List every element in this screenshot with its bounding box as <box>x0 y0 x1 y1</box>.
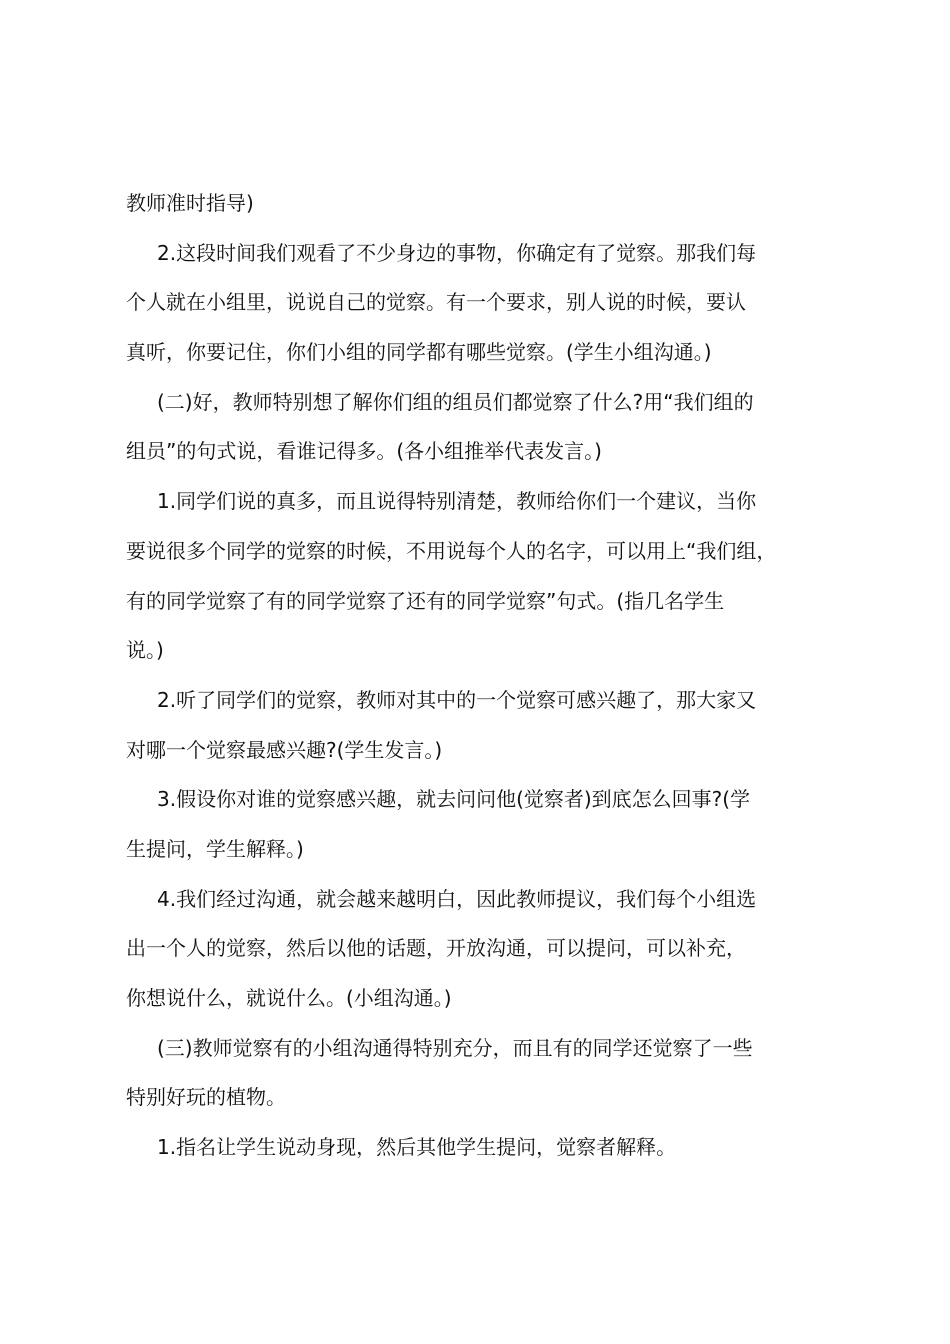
text-line: 组员”的句式说，看谁记得多。(各小组推举代表发言。) <box>126 439 602 464</box>
text-line: 有的同学觉察了有的同学觉察了还有的同学觉察”句式。(指几名学生 <box>126 588 725 613</box>
text-line: 真听，你要记住，你们小组的同学都有哪些觉察。(学生小组沟通。) <box>126 340 712 365</box>
text-line: 特别好玩的植物。 <box>126 1085 286 1110</box>
text-line: 出一个人的觉察，然后以他的话题，开放沟通，可以提问，可以补充， <box>126 936 746 961</box>
text-line: 4.我们经过沟通，就会越来越明白，因此教师提议，我们每个小组选 <box>157 886 757 911</box>
document-body <box>126 179 836 1173</box>
text-line: 说。) <box>126 638 164 663</box>
text-line: 对哪一个觉察最感兴趣?(学生发言。) <box>126 737 443 762</box>
text-line: 3.假设你对谁的觉察感兴趣，就去问问他(觉察者)到底怎么回事?(学 <box>157 787 751 812</box>
text-line: (三)教师觉察有的小组沟通得特别充分，而且有的同学还觉察了一些 <box>157 1035 753 1060</box>
text-line: 1.指名让学生说动身现，然后其他学生提问，觉察者解释。 <box>157 1135 677 1160</box>
text-line: 2.这段时间我们观看了不少身边的事物，你确定有了觉察。那我们每 <box>157 240 757 265</box>
text-line: (二)好，教师特别想了解你们组的组员们都觉察了什么?用“我们组的 <box>157 389 754 414</box>
text-line: 要说很多个同学的觉察的时候，不用说每个人的名字，可以用上“我们组， <box>126 538 777 563</box>
text-line: 2.听了同学们的觉察，教师对其中的一个觉察可感兴趣了，那大家又 <box>157 687 757 712</box>
text-line: 生提问，学生解释。) <box>126 836 304 861</box>
text-line: 个人就在小组里，说说自己的觉察。有一个要求，别人说的时候，要认 <box>126 290 746 315</box>
text-line: 你想说什么，就说什么。(小组沟通。) <box>126 986 452 1010</box>
text-line: 教师准时指导) <box>126 191 254 215</box>
text-line: 1.同学们说的真多，而且说得特别清楚，教师给你们一个建议，当你 <box>157 489 757 514</box>
